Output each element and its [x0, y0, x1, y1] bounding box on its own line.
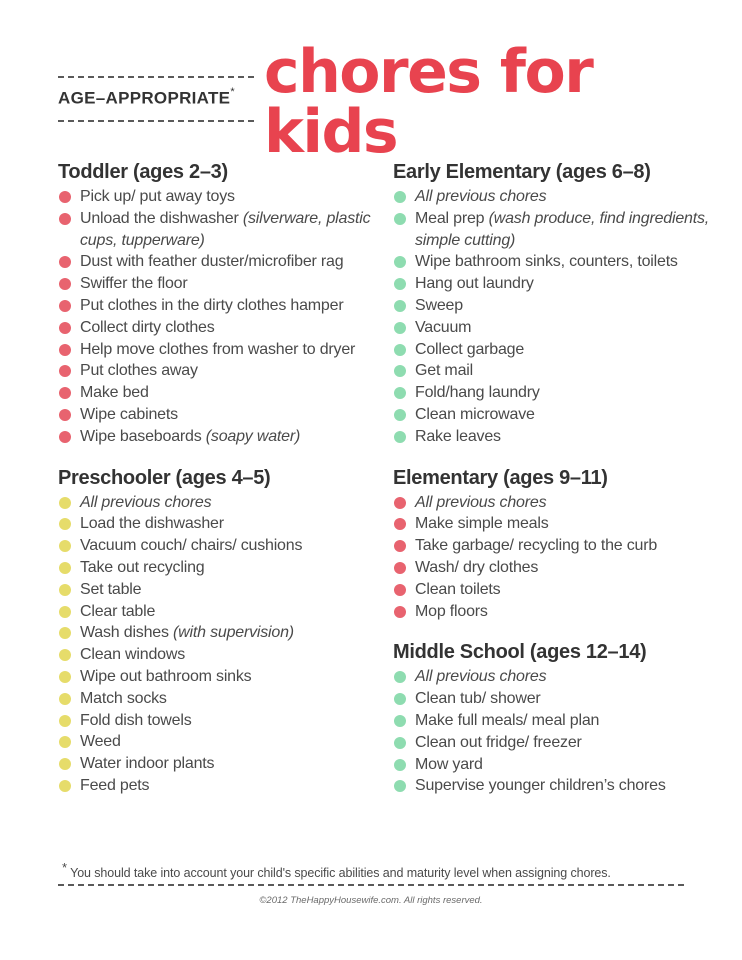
chore-item — [393, 273, 713, 295]
chore-item — [58, 753, 378, 775]
chore-item — [393, 317, 713, 339]
chore-item — [58, 251, 378, 273]
chore-item — [393, 579, 713, 601]
bullet-dot-icon — [394, 497, 406, 509]
chore-text: Fold dish towels — [80, 711, 192, 729]
bullet-dot-icon — [59, 715, 71, 727]
bullet-dot-icon — [394, 540, 406, 552]
bullet-dot-icon — [394, 322, 406, 334]
bullet-dot-icon — [59, 278, 71, 290]
chore-item — [58, 295, 378, 317]
bullet-dot-icon — [59, 431, 71, 443]
bullet-dot-icon — [394, 715, 406, 727]
chore-item — [58, 731, 378, 753]
chore-item — [58, 317, 378, 339]
chore-section — [393, 160, 713, 448]
chore-text: Take out recycling — [80, 558, 205, 576]
chore-text: Vacuum couch/ chairs/ cushions — [80, 537, 303, 555]
chore-item — [393, 382, 713, 404]
header-divider-top — [58, 76, 254, 78]
bullet-dot-icon — [59, 584, 71, 596]
chore-item — [393, 754, 713, 776]
bullet-dot-icon — [59, 606, 71, 618]
bullet-dot-icon — [59, 693, 71, 705]
bullet-dot-icon — [394, 584, 406, 596]
chore-section — [393, 640, 713, 797]
chore-text: Fold/hang laundry — [415, 384, 540, 402]
chore-list — [58, 492, 378, 797]
chore-item — [58, 492, 378, 514]
bullet-dot-icon — [394, 737, 406, 749]
chore-text: Clean windows — [80, 646, 186, 664]
chore-text: Wipe bathroom sinks, counters, toilets — [415, 253, 678, 271]
chore-text: Feed pets — [80, 776, 150, 794]
chore-item — [393, 360, 713, 382]
chore-text: Water indoor plants — [80, 755, 215, 773]
bullet-dot-icon — [394, 606, 406, 618]
bullet-dot-icon — [59, 627, 71, 639]
chore-text: Clean out fridge/ freezer — [415, 733, 582, 751]
chore-text: Pick up/ put away toys — [80, 188, 235, 205]
bullet-dot-icon — [59, 387, 71, 399]
chore-text: Load the dishwasher — [80, 515, 224, 533]
bullet-dot-icon — [394, 256, 406, 268]
chore-list — [393, 666, 713, 797]
bullet-dot-icon — [59, 322, 71, 334]
chore-text: Dust with feather duster/microfiber rag — [80, 253, 344, 271]
chore-note: All previous chores — [415, 188, 547, 205]
copyright: ©2012 TheHappyHousewife.com. All rights reserved. — [259, 895, 483, 906]
left-column — [58, 160, 378, 815]
bullet-dot-icon — [59, 671, 71, 683]
chore-text: Sweep — [415, 296, 463, 314]
chore-section — [393, 466, 713, 623]
chore-item — [58, 404, 378, 426]
footer-note-text: You should take into account your child's specific abilities and maturity level when assigning chores. — [66, 866, 611, 881]
chore-note: All previous chores — [415, 668, 547, 686]
chore-section — [58, 160, 378, 448]
chore-text: Wash/ dry clothes — [415, 558, 539, 576]
chore-text: Hang out laundry — [415, 275, 534, 293]
chore-item — [393, 295, 713, 317]
header-divider-bottom — [58, 120, 254, 122]
chore-item — [58, 601, 378, 623]
chore-item — [58, 775, 378, 797]
bullet-dot-icon — [394, 409, 406, 421]
chore-item — [58, 666, 378, 688]
chore-item — [58, 208, 378, 252]
chore-item — [393, 732, 713, 754]
bullet-dot-icon — [59, 649, 71, 661]
bullet-dot-icon — [59, 518, 71, 530]
chore-note: All previous chores — [80, 493, 212, 511]
chore-text: Clear table — [80, 602, 156, 620]
chore-note: (with supervision) — [173, 624, 294, 642]
age-label-text: AGE–APPROPRIATE — [58, 88, 231, 108]
page-title: chores for kids — [264, 37, 593, 167]
chore-item — [58, 513, 378, 535]
chore-text: Mop floors — [415, 602, 488, 620]
chore-text: Clean toilets — [415, 580, 501, 598]
chore-item — [393, 513, 713, 535]
chore-text: Make bed — [80, 384, 149, 402]
chore-list — [393, 492, 713, 623]
bullet-dot-icon — [394, 759, 406, 771]
bullet-dot-icon — [394, 693, 406, 705]
right-column — [393, 160, 713, 815]
footer-asterisk: * — [62, 860, 67, 875]
chore-text: Match socks — [80, 689, 167, 707]
chore-note: (soapy water) — [205, 427, 301, 445]
chore-text: Take garbage/ recycling to the curb — [415, 537, 658, 555]
chore-note: All previous chores — [415, 493, 547, 511]
section-title: Elementary (ages 9–11) — [393, 466, 608, 489]
bullet-dot-icon — [394, 387, 406, 399]
chore-text: Make simple meals — [415, 515, 549, 533]
chore-text: Collect garbage — [415, 340, 525, 358]
chore-text: Wipe baseboards — [80, 427, 206, 445]
section-title: Early Elementary (ages 6–8) — [393, 161, 651, 183]
chore-text: Meal prep — [415, 209, 489, 227]
bullet-dot-icon — [394, 191, 406, 203]
chore-item — [393, 251, 713, 273]
chore-item — [393, 557, 713, 579]
chore-item — [58, 426, 378, 448]
chore-note: (wash produce, find ingredients, simple cutting) — [415, 209, 710, 249]
chore-text: Clean tub/ shower — [415, 690, 541, 708]
chore-item — [58, 535, 378, 557]
bullet-dot-icon — [394, 213, 406, 225]
chore-item — [393, 601, 713, 623]
chore-text: Collect dirty clothes — [80, 318, 215, 336]
footer-divider — [58, 884, 684, 886]
bullet-dot-icon — [59, 191, 71, 203]
bullet-dot-icon — [59, 780, 71, 792]
chore-item — [58, 360, 378, 382]
bullet-dot-icon — [59, 758, 71, 770]
chore-item — [58, 622, 378, 644]
chore-text: Supervise younger children’s chores — [415, 777, 666, 795]
chore-list — [393, 186, 713, 448]
chore-text: Rake leaves — [415, 427, 501, 445]
chore-section — [58, 466, 378, 797]
bullet-dot-icon — [394, 562, 406, 574]
chore-item — [393, 404, 713, 426]
age-appropriate-label — [58, 88, 235, 109]
bullet-dot-icon — [59, 300, 71, 312]
chore-item — [58, 557, 378, 579]
bullet-dot-icon — [394, 518, 406, 530]
chore-text: Unload the dishwasher — [80, 209, 243, 227]
bullet-dot-icon — [394, 780, 406, 792]
chore-note: (silverware, plastic cups, tupperware) — [80, 209, 371, 249]
chore-item — [393, 710, 713, 732]
chore-text: Set table — [80, 580, 142, 598]
bullet-dot-icon — [394, 344, 406, 356]
bullet-dot-icon — [394, 671, 406, 683]
chore-text: Put clothes in the dirty clothes hamper — [80, 296, 344, 314]
chore-text: Clean microwave — [415, 405, 535, 423]
bullet-dot-icon — [59, 497, 71, 509]
bullet-dot-icon — [59, 213, 71, 225]
chore-item — [393, 208, 713, 252]
bullet-dot-icon — [59, 736, 71, 748]
chore-item — [58, 339, 378, 361]
bullet-dot-icon — [59, 540, 71, 552]
chore-text: Wipe out bathroom sinks — [80, 667, 252, 685]
chore-item — [393, 535, 713, 557]
bullet-dot-icon — [59, 562, 71, 574]
chore-item — [393, 339, 713, 361]
age-label-asterisk: * — [230, 86, 235, 98]
bullet-dot-icon — [394, 431, 406, 443]
footer-note — [62, 860, 611, 880]
bullet-dot-icon — [394, 300, 406, 312]
bullet-dot-icon — [59, 256, 71, 268]
chore-item — [393, 492, 713, 514]
chore-text: Make full meals/ meal plan — [415, 711, 600, 729]
chore-item — [58, 186, 378, 208]
chore-item — [58, 579, 378, 601]
section-title: Toddler (ages 2–3) — [58, 161, 228, 183]
chore-item — [58, 273, 378, 295]
header — [0, 0, 742, 167]
bullet-dot-icon — [394, 278, 406, 290]
chore-text: Get mail — [415, 362, 473, 380]
chore-item — [393, 775, 713, 797]
bullet-dot-icon — [394, 365, 406, 377]
bullet-dot-icon — [59, 344, 71, 356]
chore-text: Help move clothes from washer to dryer — [80, 340, 356, 358]
chore-text: Wash dishes — [80, 624, 174, 642]
chore-list — [58, 186, 378, 448]
section-title: Middle School (ages 12–14) — [393, 641, 647, 664]
chore-item — [58, 382, 378, 404]
section-title: Preschooler (ages 4–5) — [58, 466, 271, 489]
chore-text: Put clothes away — [80, 362, 198, 380]
chore-text: Wipe cabinets — [80, 405, 178, 423]
bullet-dot-icon — [59, 409, 71, 421]
chore-item — [58, 710, 378, 732]
chore-item — [393, 666, 713, 688]
chore-text: Swiffer the floor — [80, 275, 188, 293]
chore-item — [393, 186, 713, 208]
chore-text: Mow yard — [415, 755, 483, 773]
chore-item — [58, 688, 378, 710]
bullet-dot-icon — [59, 365, 71, 377]
chore-item — [58, 644, 378, 666]
chore-text: Weed — [80, 733, 121, 751]
chore-item — [393, 688, 713, 710]
chore-item — [393, 426, 713, 448]
chore-text: Vacuum — [415, 318, 472, 336]
